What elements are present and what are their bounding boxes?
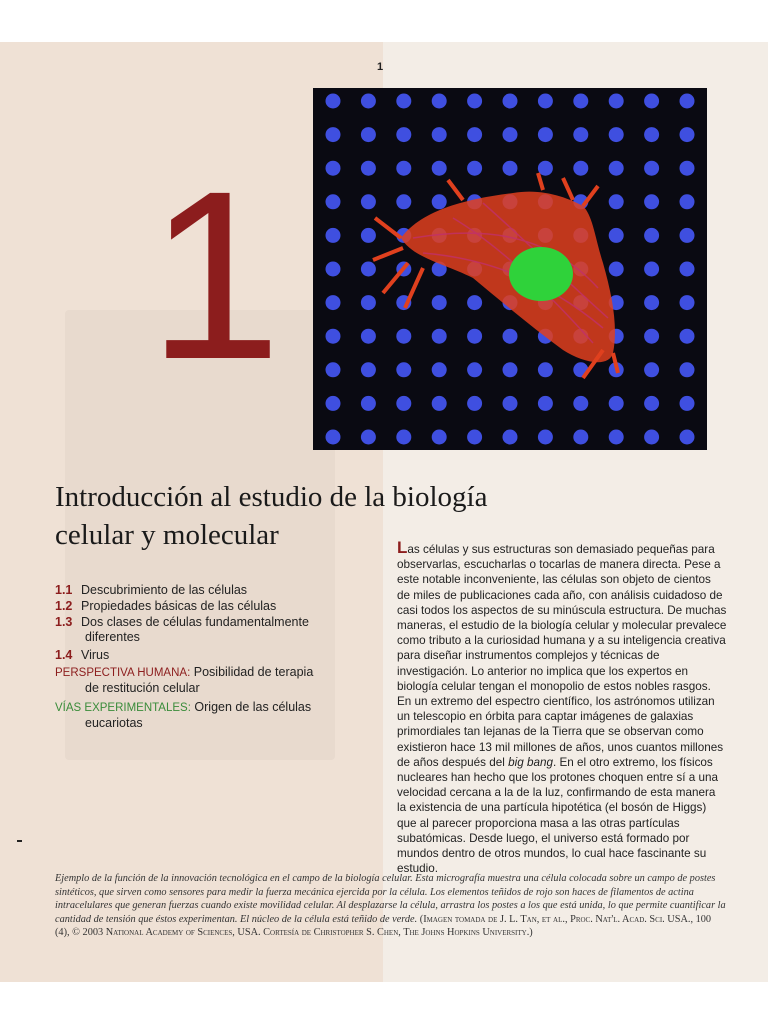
post-dot <box>432 194 447 209</box>
post-dot <box>396 94 411 109</box>
post-dot <box>361 396 376 411</box>
post-dot <box>361 194 376 209</box>
post-dot <box>680 228 695 243</box>
post-dot <box>432 295 447 310</box>
toc-item[interactable] <box>55 614 365 630</box>
post-dot <box>467 396 482 411</box>
post-dot <box>326 329 341 344</box>
post-dot <box>609 262 624 277</box>
post-dot <box>644 161 659 176</box>
post-dot <box>361 295 376 310</box>
post-dot <box>361 362 376 377</box>
figure-caption <box>55 872 727 940</box>
post-dot <box>396 194 411 209</box>
post-dot <box>326 430 341 445</box>
post-dot <box>680 295 695 310</box>
post-dot <box>538 430 553 445</box>
micrograph-image <box>313 88 707 450</box>
post-dot <box>467 329 482 344</box>
post-dot <box>432 161 447 176</box>
toc-item[interactable] <box>55 647 365 663</box>
post-dot <box>644 430 659 445</box>
post-dot <box>326 362 341 377</box>
post-dot <box>609 430 624 445</box>
post-dot <box>467 161 482 176</box>
post-dot <box>432 362 447 377</box>
chapter-contents <box>55 582 365 731</box>
post-dot <box>432 127 447 142</box>
caption-text: Ejemplo de la función de la innovación tecnológica en el campo de la biología celular. Esta micrografía muestra una célula colocada sobre un campo de postes sintéticos, que sirven como sensores para medir la fuerza mecánica ejercida por la célula. Los elementos teñidos de rojo son haces de filamentos de actina intracelulares que generan fuerzas cuando existe movilidad celular. Al desplazarse la célula, arrastra los postes a los que está unida, lo que permite cuantificar la cantidad de tensión que éstos experimentan. El núcleo de la célula está teñido de verde. <box>55 873 726 925</box>
toc-item[interactable] <box>55 582 365 598</box>
post-dot <box>467 430 482 445</box>
post-dot <box>361 94 376 109</box>
post-dot <box>503 329 518 344</box>
post-dot <box>432 94 447 109</box>
post-dot <box>680 94 695 109</box>
post-dot <box>680 362 695 377</box>
post-dot <box>573 396 588 411</box>
post-dot <box>680 262 695 277</box>
post-dot <box>467 94 482 109</box>
post-dot <box>396 161 411 176</box>
post-dot <box>361 127 376 142</box>
perspectiva-text: Posibilidad de terapia <box>193 665 314 679</box>
vias-text: Origen de las células <box>194 700 312 714</box>
toc-number: 1.2 <box>55 599 73 613</box>
toc-number: 1.3 <box>55 615 73 629</box>
paragraph-italic: big bang <box>508 755 553 769</box>
post-dot <box>609 127 624 142</box>
post-dot <box>396 396 411 411</box>
perspectiva-label: PERSPECTIVA HUMANA: <box>55 667 191 679</box>
post-dot <box>361 228 376 243</box>
post-dot <box>573 161 588 176</box>
post-dot <box>326 161 341 176</box>
paragraph-text-end: . En el otro extremo, los físicos nucleares han hecho que los protones choquen entre sí a una velocidad cercana a la de la luz, confirmando de esta manera la existencia de una partícula hipotética (el bosón de Higgs) que al parecer proporciona masa a las otras partículas subatómicas. Desde luego, el universo está formado por mundos dentro de otros mundos, lo cual hace fascinante su estudio. <box>397 755 718 876</box>
perspectiva-text-continuation: de restitución celular <box>85 681 200 695</box>
cell-micrograph <box>313 88 707 450</box>
intro-paragraph <box>397 540 727 876</box>
post-dot <box>396 362 411 377</box>
post-dot <box>644 127 659 142</box>
post-dot <box>538 362 553 377</box>
post-dot <box>396 430 411 445</box>
post-dot <box>573 94 588 109</box>
nucleus <box>509 247 573 301</box>
post-dot <box>573 127 588 142</box>
toc-number: 1.1 <box>55 583 73 597</box>
post-dot <box>326 228 341 243</box>
page-number: 1 <box>377 61 384 73</box>
post-dot <box>432 396 447 411</box>
post-dot <box>609 194 624 209</box>
post-dot <box>538 94 553 109</box>
post-dot <box>503 396 518 411</box>
post-dot <box>503 362 518 377</box>
post-dot <box>503 94 518 109</box>
post-dot <box>680 161 695 176</box>
post-dot <box>396 127 411 142</box>
toc-label: Dos clases de células fundamentalmente <box>81 615 309 629</box>
chapter-number: 1 <box>148 141 282 409</box>
post-dot <box>326 194 341 209</box>
title-line-1: Introducción al estudio de la biología <box>55 481 488 513</box>
post-dot <box>680 127 695 142</box>
post-dot <box>503 161 518 176</box>
toc-label: Virus <box>81 648 110 662</box>
post-dot <box>432 430 447 445</box>
toc-vias[interactable] <box>55 699 365 716</box>
post-dot <box>644 262 659 277</box>
drop-cap: L <box>397 538 408 557</box>
caption-credit: (Imagen tomada de J. L. Tan, et al., Proc. Nat'l. Acad. Sci. USA., 100 (4), © 2003 National Academy of Sciences, USA. Cortesía de Christopher S. Chen, The Johns Hopkins University.) <box>55 913 712 939</box>
toc-label: Propiedades básicas de las células <box>81 599 277 613</box>
post-dot <box>644 295 659 310</box>
post-dot <box>680 430 695 445</box>
post-dot <box>644 228 659 243</box>
toc-label-continuation: diferentes <box>85 630 140 644</box>
post-dot <box>644 194 659 209</box>
post-dot <box>432 329 447 344</box>
post-dot <box>609 396 624 411</box>
post-dot <box>644 329 659 344</box>
title-line-2: celular y molecular <box>55 519 279 551</box>
post-dot <box>503 430 518 445</box>
post-dot <box>467 127 482 142</box>
post-dot <box>326 94 341 109</box>
post-dot <box>644 396 659 411</box>
post-dot <box>503 127 518 142</box>
post-dot <box>326 295 341 310</box>
vias-text-continuation: eucariotas <box>85 716 143 730</box>
post-dot <box>326 396 341 411</box>
post-dot <box>538 127 553 142</box>
toc-label: Descubrimiento de las células <box>81 583 248 597</box>
post-dot <box>538 396 553 411</box>
vias-label: VÍAS EXPERIMENTALES: <box>55 702 191 714</box>
post-dot <box>609 161 624 176</box>
post-dot <box>396 329 411 344</box>
post-dot <box>680 396 695 411</box>
post-dot <box>467 295 482 310</box>
post-dot <box>680 194 695 209</box>
post-dot <box>467 362 482 377</box>
post-dot <box>680 329 695 344</box>
post-dot <box>644 94 659 109</box>
post-dot <box>644 362 659 377</box>
margin-mark <box>17 840 22 842</box>
post-dot <box>361 262 376 277</box>
toc-perspectiva[interactable] <box>55 664 365 681</box>
post-dot <box>609 228 624 243</box>
post-dot <box>326 262 341 277</box>
post-dot <box>361 161 376 176</box>
post-dot <box>609 94 624 109</box>
paragraph-text-start: as células y sus estructuras son demasiado pequeñas para observarlas, escucharlas o tocarlas de manera directa. Pese a este notable inconveniente, las células son objeto de cientos de miles de publicaciones cada año, con análisis cuidadoso de casi todos los aspectos de su minúscula estructura. De muchas maneras, el estudio de la biología celular y molecular prevalece como tributo a la curiosidad humana y a su inteligencia creativa para diseñar instrumentos complejos y técnicas de investigación. Lo anterior no implica que los expertos en biología celular tengan el monopolio de estos nobles rasgos. En un extremo del espectro científico, los astrónomos utilizan un telescopio en órbita para captar imágenes de galaxias primordiales tan lejanas de la Tierra que se observan como existieron hace 13 mil millones de años, unos cuantos millones de años después del <box>397 543 727 769</box>
post-dot <box>573 430 588 445</box>
toc-item[interactable] <box>55 598 365 614</box>
post-dot <box>361 329 376 344</box>
post-dot <box>361 430 376 445</box>
toc-number: 1.4 <box>55 648 73 662</box>
post-dot <box>326 127 341 142</box>
